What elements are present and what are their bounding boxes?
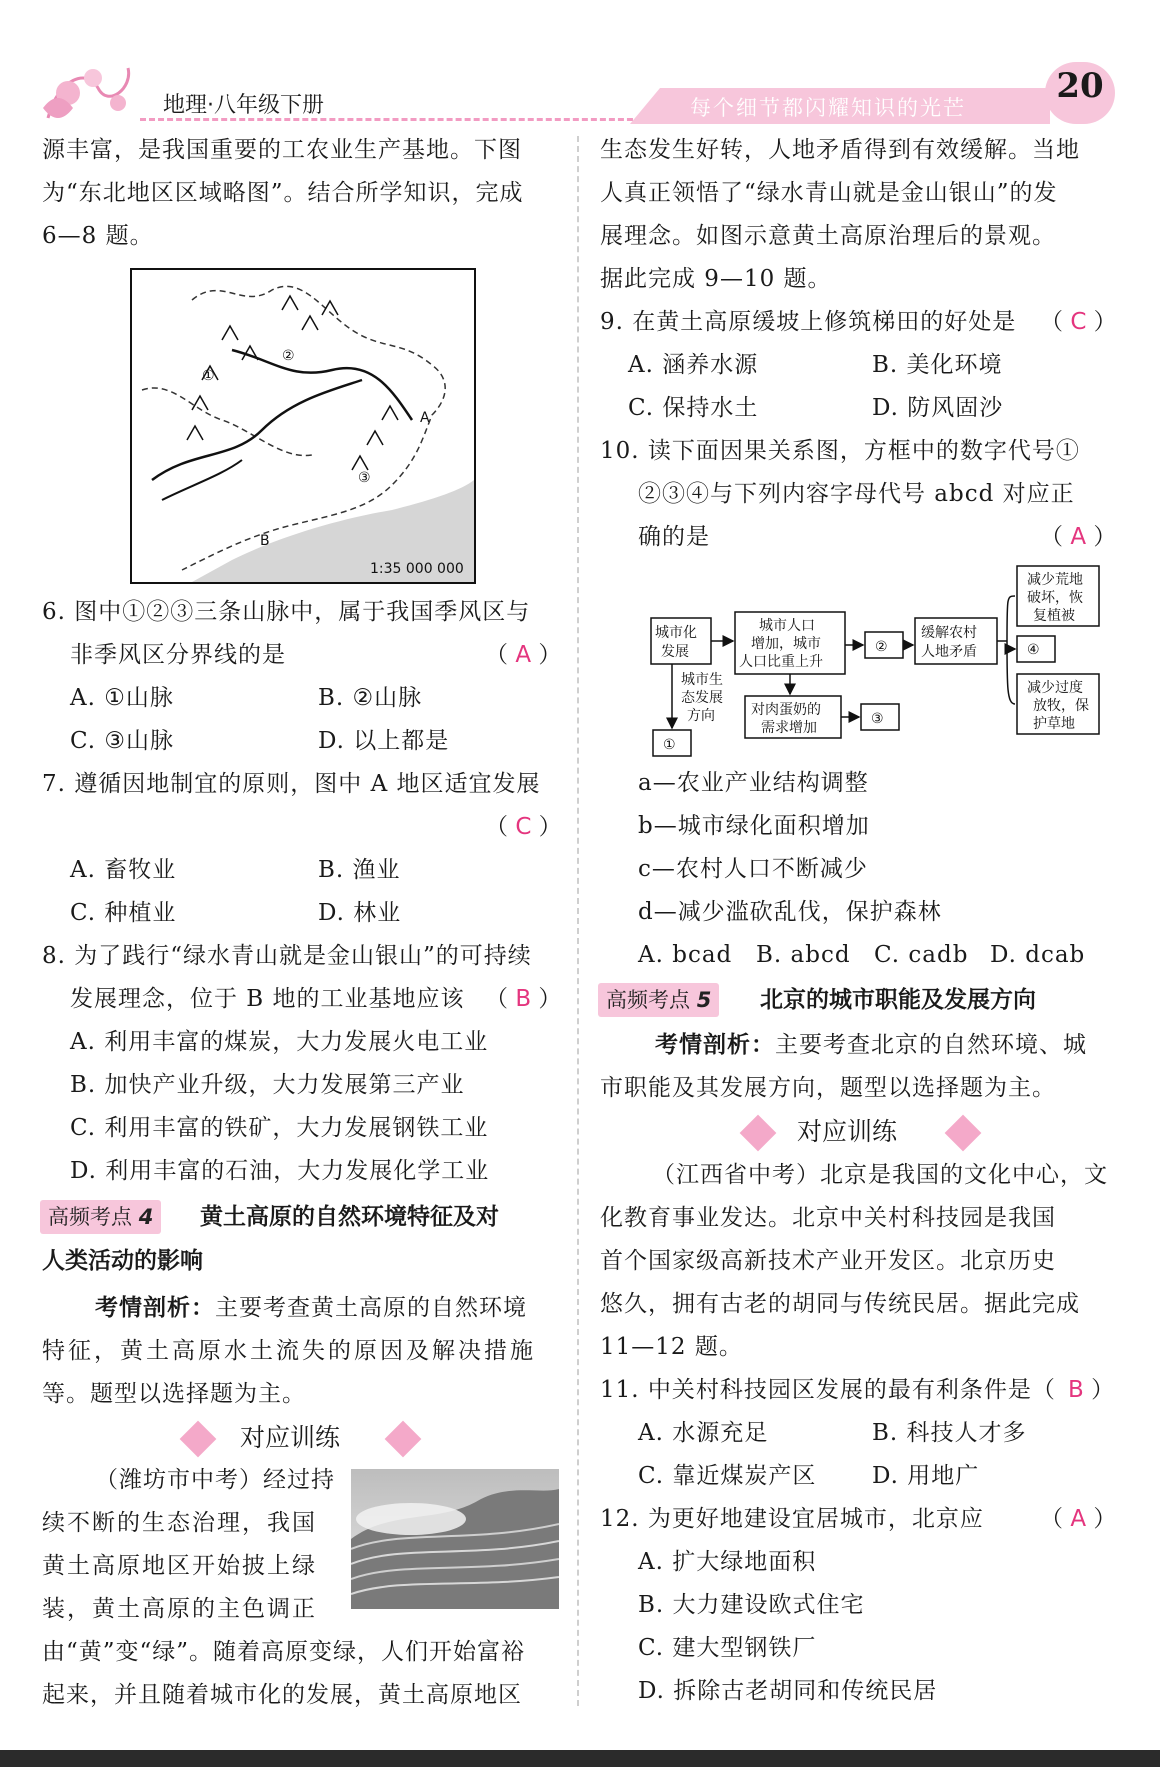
passage-line-4: 装，黄土高原的主色调正 [42,1596,317,1622]
analysis5-text-1: 主要考查北京的自然环境、城 [775,1032,1087,1058]
q8-line-1: 8. 为了践行“绿水青山就是金山银山”的可持续 [42,943,532,969]
q10-option-b: B. abcd [756,942,851,968]
passage2-line-4: 悠久，拥有古老的胡同与传统民居。据此完成 [600,1291,1080,1317]
q7-line-1: 7. 遵循因地制宜的原则，图中 A 地区适宜发展 [42,771,541,797]
diag-eco-3: 方向 [687,708,715,724]
topic4-tag [40,1200,161,1234]
q8-line-2: 发展理念，位于 B 地的工业基地应该 [70,986,465,1012]
right-passage-line-3: 展理念。如图示意黄土高原治理后的景观。 [600,223,1056,249]
q11-option-d: D. 用地广 [872,1463,980,1489]
q12-answer-paren: （ A ） [1040,1506,1117,1532]
passage-line-3: 黄土高原地区开始披上绿 [42,1553,317,1579]
passage2-line-5: 11—12 题。 [600,1334,743,1360]
diag-graze-1: 减少过度 [1027,680,1083,696]
q11-answer: B [1068,1377,1084,1403]
q12-option-d: D. 拆除古老胡同和传统民居 [638,1678,938,1704]
training-diamond-right-icon [385,1421,422,1458]
analysis5-line-1 [655,1030,1087,1060]
passage2-line-1: （江西省中考）北京是我国的文化中心，文 [652,1162,1108,1188]
topic5-title: 北京的城市职能及发展方向 [760,987,1036,1013]
bottom-bar [0,1750,1160,1767]
q6-line-1: 6. 图中①②③三条山脉中，属于我国季风区与 [42,599,531,625]
q6-answer: A [515,642,532,668]
terrace-photo [351,1469,559,1609]
q6-option-d: D. 以上都是 [318,728,450,754]
map-drawing [132,270,474,582]
training-title-right: 对应训练 [797,1117,898,1146]
q6-option-c: C. ③山脉 [70,728,175,754]
analysis4-line-3: 等。题型以选择题为主。 [42,1381,306,1407]
analysis4-line-2: 特征，黄土高原水土流失的原因及解决措施 [42,1338,536,1364]
training-diamond-left-icon [180,1421,217,1458]
q8-option-a: A. 利用丰富的煤炭，大力发展火电工业 [70,1029,489,1055]
analysis4-label: 考情剖析： [95,1295,215,1321]
diag-ease-2: 人地矛盾 [921,644,977,660]
q9-line-1: 9. 在黄土高原缓坡上修筑梯田的好处是 [600,309,1017,335]
diag-c1: ① [663,737,676,753]
q7-option-a: A. 畜牧业 [70,857,177,883]
q10-answer: A [1070,524,1087,550]
q10-line-3: 确的是 [638,524,710,550]
map-label-2: ② [282,348,295,364]
diag-waste-2: 破坏，恢 [1027,590,1083,606]
q7-option-c: C. 种植业 [70,900,177,926]
diag-graze-2: 放牧，保 [1033,698,1089,714]
flower-ornament-icon [38,48,148,128]
analysis5-label: 考情剖析： [655,1032,775,1058]
q6-option-b: B. ②山脉 [318,685,423,711]
topic5-tag-label: 高频考点 [606,988,690,1012]
q10-line-1: 10. 读下面因果关系图，方框中的数字代号① [600,438,1080,464]
q10-option-a: A. bcad [638,942,733,968]
topic5-tag [598,983,719,1017]
q11-line-1: 11. 中关村科技园区发展的最有利条件是（ [600,1377,1056,1403]
column-divider [577,136,579,1706]
diag-urban-2: 发展 [661,644,689,660]
causal-diagram [645,562,1115,762]
q9-answer: C [1070,309,1087,335]
q11-option-a: A. 水源充足 [638,1420,769,1446]
northeast-map [130,268,476,584]
q12-option-c: C. 建大型钢铁厂 [638,1635,817,1661]
q6-line-2: 非季风区分界线的是 [70,642,286,668]
q11-answer-paren: B ） [1068,1377,1115,1403]
diag-ease-1: 缓解农村 [921,625,977,641]
diag-eco-1: 城市生 [681,672,723,688]
q10-option-c: C. cadb [874,942,969,968]
map-label-3: ③ [358,470,371,486]
passage-line-2: 续不断的生态治理，我国 [42,1510,317,1536]
intro-line-2: 为“东北地区区域略图”。结合所学知识，完成 [42,180,524,206]
map-label-1: ① [202,368,215,384]
q12-answer: A [1070,1506,1087,1532]
q8-option-d: D. 利用丰富的石油，大力发展化学工业 [70,1158,490,1184]
q10-item-a: a—农业产业结构调整 [638,770,869,796]
diag-demand-1: 对肉蛋奶的 [751,702,821,718]
q11-option-b: B. 科技人才多 [872,1420,1027,1446]
topic5-num: 5 [696,988,712,1012]
q6-option-a: A. ①山脉 [70,685,174,711]
training-diamond-left-icon-2 [740,1115,777,1152]
q7-answer-paren: （ C ） [485,814,562,840]
q6-answer-paren: （ A ） [485,642,562,668]
q7-option-b: B. 渔业 [318,857,401,883]
q9-option-b: B. 美化环境 [872,352,1003,378]
q9-option-c: C. 保持水土 [628,395,759,421]
map-scale: 1:35 000 000 [370,561,464,577]
q12-option-b: B. 大力建设欧式住宅 [638,1592,865,1618]
q12-option-a: A. 扩大绿地面积 [638,1549,817,1575]
map-label-b: B [260,533,270,549]
q10-item-c: c—农村人口不断减少 [638,856,868,882]
topic4-num: 4 [138,1205,154,1229]
diag-graze-3: 护草地 [1033,716,1075,732]
intro-line-3: 6—8 题。 [42,223,154,249]
q7-answer: C [515,814,532,840]
q10-item-d: d—减少滥砍乱伐，保护森林 [638,899,942,925]
diag-c4: ④ [1027,642,1040,658]
diag-urban-1: 城市化 [655,625,697,641]
topic4-title-2: 人类活动的影响 [42,1248,203,1274]
diag-c2: ② [875,639,888,655]
passage-line-1: （潍坊市中考）经过持 [95,1467,335,1493]
passage2-line-3: 首个国家级高新技术产业开发区。北京历史 [600,1248,1056,1274]
intro-line-1: 源丰富，是我国重要的工农业生产基地。下图 [42,137,522,163]
analysis5-line-2: 市职能及其发展方向，题型以选择题为主。 [600,1075,1056,1101]
topic4-tag-label: 高频考点 [48,1205,132,1229]
right-passage-line-1: 生态发生好转，人地矛盾得到有效缓解。当地 [600,137,1080,163]
training-title-left: 对应训练 [240,1423,341,1452]
q7-option-d: D. 林业 [318,900,402,926]
q9-option-d: D. 防风固沙 [872,395,1004,421]
diag-eco-2: 态发展 [681,690,723,706]
q11-option-c: C. 靠近煤炭产区 [638,1463,817,1489]
q8-answer: B [515,986,532,1012]
diag-c3: ③ [871,711,884,727]
diag-pop-3: 人口比重上升 [739,654,823,670]
q8-option-c: C. 利用丰富的铁矿，大力发展钢铁工业 [70,1115,489,1141]
q10-option-d: D. dcab [990,942,1086,968]
analysis4-line-1 [95,1293,527,1323]
passage-line-6: 起来，并且随着城市化的发展，黄土高原地区 [42,1682,522,1708]
q9-option-a: A. 涵养水源 [628,352,759,378]
diag-waste-1: 减少荒地 [1027,572,1083,588]
right-passage-line-4: 据此完成 9—10 题。 [600,266,832,292]
book-title: 地理·八年级下册 [163,93,324,118]
diag-pop-1: 城市人口 [759,618,815,634]
q10-line-2: ②③④与下列内容字母代号 abcd 对应正 [638,481,1075,507]
diag-waste-3: 复植被 [1033,608,1075,624]
page-number: 20 [1056,66,1104,106]
diag-demand-2: 需求增加 [761,720,817,736]
q10-answer-paren: （ A ） [1040,524,1117,550]
q10-item-b: b—城市绿化面积增加 [638,813,870,839]
header-dash-line [140,118,660,121]
right-passage-line-2: 人真正领悟了“绿水青山就是金山银山”的发 [600,180,1058,206]
q12-line-1: 12. 为更好地建设宜居城市，北京应 [600,1506,984,1532]
header [0,0,1160,130]
training-diamond-right-icon-2 [945,1115,982,1152]
map-label-a: A [420,410,430,426]
slogan-text: 每个细节都闪耀知识的光芒 [690,96,966,120]
q8-answer-paren: （ B ） [485,986,562,1012]
topic4-title-1: 黄土高原的自然环境特征及对 [200,1204,499,1230]
q9-answer-paren: （ C ） [1040,309,1117,335]
passage2-line-2: 化教育事业发达。北京中关村科技园是我国 [600,1205,1056,1231]
analysis4-text-1: 主要考查黄土高原的自然环境 [215,1295,527,1321]
q8-option-b: B. 加快产业升级，大力发展第三产业 [70,1072,465,1098]
passage-line-5: 由“黄”变“绿”。随着高原变绿，人们开始富裕 [42,1639,526,1665]
diag-pop-2: 增加，城市 [751,636,821,652]
